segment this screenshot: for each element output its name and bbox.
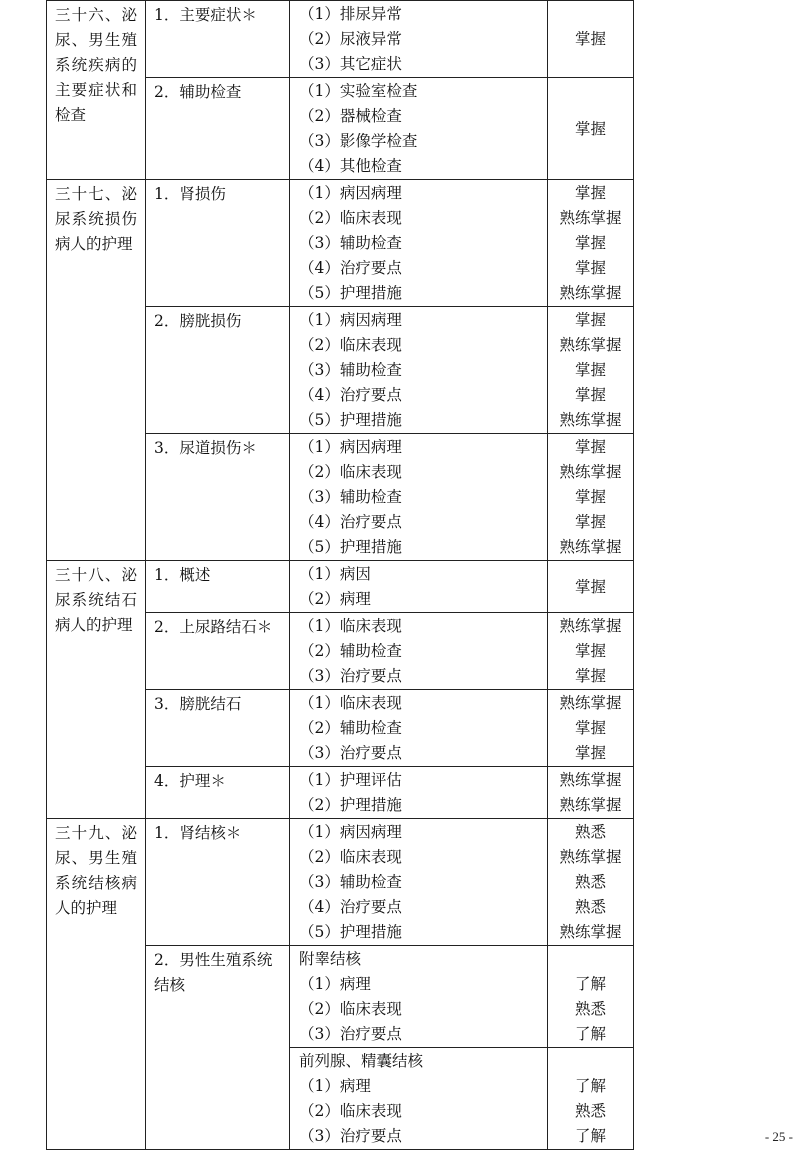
requirement-level: 熟练掌握 xyxy=(559,538,622,556)
requirement-cell xyxy=(548,613,634,690)
requirement-level: 熟练掌握 xyxy=(559,796,622,814)
unit-cell: 3．膀胱结石 xyxy=(146,690,290,767)
requirement-level: 掌握 xyxy=(574,30,606,48)
requirement-level: 熟悉 xyxy=(574,1000,606,1018)
requirement-level: 掌握 xyxy=(574,744,606,762)
chapter-cell: 三十八、泌尿系统结石病人的护理 xyxy=(47,561,146,819)
content-item: （1）实验室检查 xyxy=(299,82,418,100)
content-cell xyxy=(290,767,548,819)
content-item: （3）治疗要点 xyxy=(299,1025,402,1043)
content-item: （1）临床表现 xyxy=(299,694,402,712)
content-item: （2）临床表现 xyxy=(299,1000,402,1018)
requirement-level: 熟悉 xyxy=(574,898,606,916)
table-row xyxy=(47,819,634,946)
requirement-level: 掌握 xyxy=(574,361,606,379)
requirement-level xyxy=(550,1049,631,1074)
requirement-cell xyxy=(548,1048,634,1150)
requirement-level: 熟练掌握 xyxy=(559,284,622,302)
content-cell xyxy=(290,78,548,180)
requirement-level: 掌握 xyxy=(574,488,606,506)
content-item: （1）护理评估 xyxy=(299,771,402,789)
content-item: （2）临床表现 xyxy=(299,209,402,227)
content-item: （4）治疗要点 xyxy=(299,386,402,404)
content-item: （2）尿液异常 xyxy=(299,30,402,48)
content-item: （2）临床表现 xyxy=(299,1102,402,1120)
content-item: （1）病因病理 xyxy=(299,438,402,456)
content-item: （5）护理措施 xyxy=(299,923,402,941)
content-item: （1）病因病理 xyxy=(299,311,402,329)
content-item: 附睾结核 xyxy=(299,950,362,968)
requirement-level xyxy=(550,947,631,972)
content-item: （3）治疗要点 xyxy=(299,1127,402,1145)
unit-cell: 1．概述 xyxy=(146,561,290,613)
content-item: （4）治疗要点 xyxy=(299,898,402,916)
content-item: （2）临床表现 xyxy=(299,848,402,866)
content-item: （5）护理措施 xyxy=(299,284,402,302)
content-item: （2）临床表现 xyxy=(299,463,402,481)
chapter-cell: 三十六、泌尿、男生殖系统疾病的主要症状和检查 xyxy=(47,1,146,180)
requirement-level: 掌握 xyxy=(574,719,606,737)
content-item: （2）器械检查 xyxy=(299,107,402,125)
content-cell xyxy=(290,819,548,946)
content-item: （1）病因病理 xyxy=(299,823,402,841)
unit-cell: 2．膀胱损伤 xyxy=(146,307,290,434)
content-item: （1）临床表现 xyxy=(299,617,402,635)
chapter-cell: 三十七、泌尿系统损伤病人的护理 xyxy=(47,180,146,561)
content-cell xyxy=(290,180,548,307)
content-item: （3）辅助检查 xyxy=(299,234,402,252)
requirement-cell xyxy=(548,946,634,1048)
content-item: （3）影像学检查 xyxy=(299,132,418,150)
content-cell xyxy=(290,561,548,613)
requirement-level: 掌握 xyxy=(574,642,606,660)
content-item: 前列腺、精囊结核 xyxy=(299,1052,424,1070)
requirement-level: 掌握 xyxy=(574,119,606,138)
requirement-cell xyxy=(548,307,634,434)
requirement-level: 熟练掌握 xyxy=(559,463,622,481)
requirement-level: 掌握 xyxy=(574,184,606,202)
content-item: （5）护理措施 xyxy=(299,538,402,556)
requirement-level: 熟悉 xyxy=(574,873,606,891)
content-item: （2）辅助检查 xyxy=(299,642,402,660)
content-item: （5）护理措施 xyxy=(299,411,402,429)
requirement-level: 掌握 xyxy=(574,438,606,456)
chapter-cell: 三十九、泌尿、男生殖系统结核病人的护理 xyxy=(47,819,146,1150)
requirement-cell xyxy=(548,1,634,78)
requirement-cell xyxy=(548,561,634,613)
requirement-cell xyxy=(548,180,634,307)
table-row xyxy=(47,1,634,78)
unit-cell: 1．肾结核＊ xyxy=(146,819,290,946)
content-cell xyxy=(290,1048,548,1150)
content-cell xyxy=(290,1,548,78)
content-item: （1）病理 xyxy=(299,975,371,993)
requirement-level: 熟练掌握 xyxy=(559,848,622,866)
unit-cell: 1．主要症状＊ xyxy=(146,1,290,78)
content-item: （3）其它症状 xyxy=(299,55,402,73)
requirement-level: 熟练掌握 xyxy=(559,923,622,941)
content-item: （3）治疗要点 xyxy=(299,667,402,685)
requirement-level: 熟悉 xyxy=(574,823,606,841)
content-item: （4）治疗要点 xyxy=(299,513,402,531)
requirement-level: 了解 xyxy=(574,1025,606,1043)
content-item: （1）病因 xyxy=(299,565,371,583)
content-item: （1）病理 xyxy=(299,1077,371,1095)
unit-cell: 2．男性生殖系统结核 xyxy=(146,946,290,1150)
requirement-cell xyxy=(548,78,634,180)
syllabus-table-body xyxy=(47,1,634,1150)
content-item: （2）辅助检查 xyxy=(299,719,402,737)
requirement-level: 掌握 xyxy=(574,577,606,596)
requirement-level: 熟练掌握 xyxy=(559,771,622,789)
content-item: （2）病理 xyxy=(299,590,371,608)
requirement-cell xyxy=(548,434,634,561)
unit-cell: 2．辅助检查 xyxy=(146,78,290,180)
requirement-level: 熟练掌握 xyxy=(559,209,622,227)
content-item: （3）辅助检查 xyxy=(299,873,402,891)
requirement-level: 了解 xyxy=(574,1077,606,1095)
content-item: （2）临床表现 xyxy=(299,336,402,354)
content-item: （4）其他检查 xyxy=(299,157,402,175)
unit-cell: 1．肾损伤 xyxy=(146,180,290,307)
requirement-level: 掌握 xyxy=(574,386,606,404)
requirement-level: 掌握 xyxy=(574,234,606,252)
requirement-level: 熟练掌握 xyxy=(559,411,622,429)
content-cell xyxy=(290,690,548,767)
content-item: （3）辅助检查 xyxy=(299,361,402,379)
requirement-level: 了解 xyxy=(574,975,606,993)
content-item: （2）护理措施 xyxy=(299,796,402,814)
content-cell xyxy=(290,946,548,1048)
table-row xyxy=(47,561,634,613)
requirement-level: 掌握 xyxy=(574,513,606,531)
requirement-level: 掌握 xyxy=(574,667,606,685)
content-cell xyxy=(290,434,548,561)
table-row xyxy=(47,180,634,307)
content-item: （1）排尿异常 xyxy=(299,5,402,23)
requirement-level: 熟悉 xyxy=(574,1102,606,1120)
requirement-level: 了解 xyxy=(574,1127,606,1145)
content-item: （3）辅助检查 xyxy=(299,488,402,506)
content-item: （3）治疗要点 xyxy=(299,744,402,762)
requirement-cell xyxy=(548,767,634,819)
requirement-level: 熟练掌握 xyxy=(559,694,622,712)
requirement-level: 掌握 xyxy=(574,259,606,277)
unit-cell: 4．护理＊ xyxy=(146,767,290,819)
content-cell xyxy=(290,307,548,434)
requirement-cell xyxy=(548,690,634,767)
content-item: （4）治疗要点 xyxy=(299,259,402,277)
unit-cell: 2．上尿路结石＊ xyxy=(146,613,290,690)
content-item: （1）病因病理 xyxy=(299,184,402,202)
page-number: - 25 - xyxy=(764,1129,793,1144)
requirement-level: 掌握 xyxy=(574,311,606,329)
content-cell xyxy=(290,613,548,690)
syllabus-table xyxy=(46,0,634,1150)
unit-cell: 3．尿道损伤＊ xyxy=(146,434,290,561)
requirement-cell xyxy=(548,819,634,946)
requirement-level: 熟练掌握 xyxy=(559,617,622,635)
requirement-level: 熟练掌握 xyxy=(559,336,622,354)
